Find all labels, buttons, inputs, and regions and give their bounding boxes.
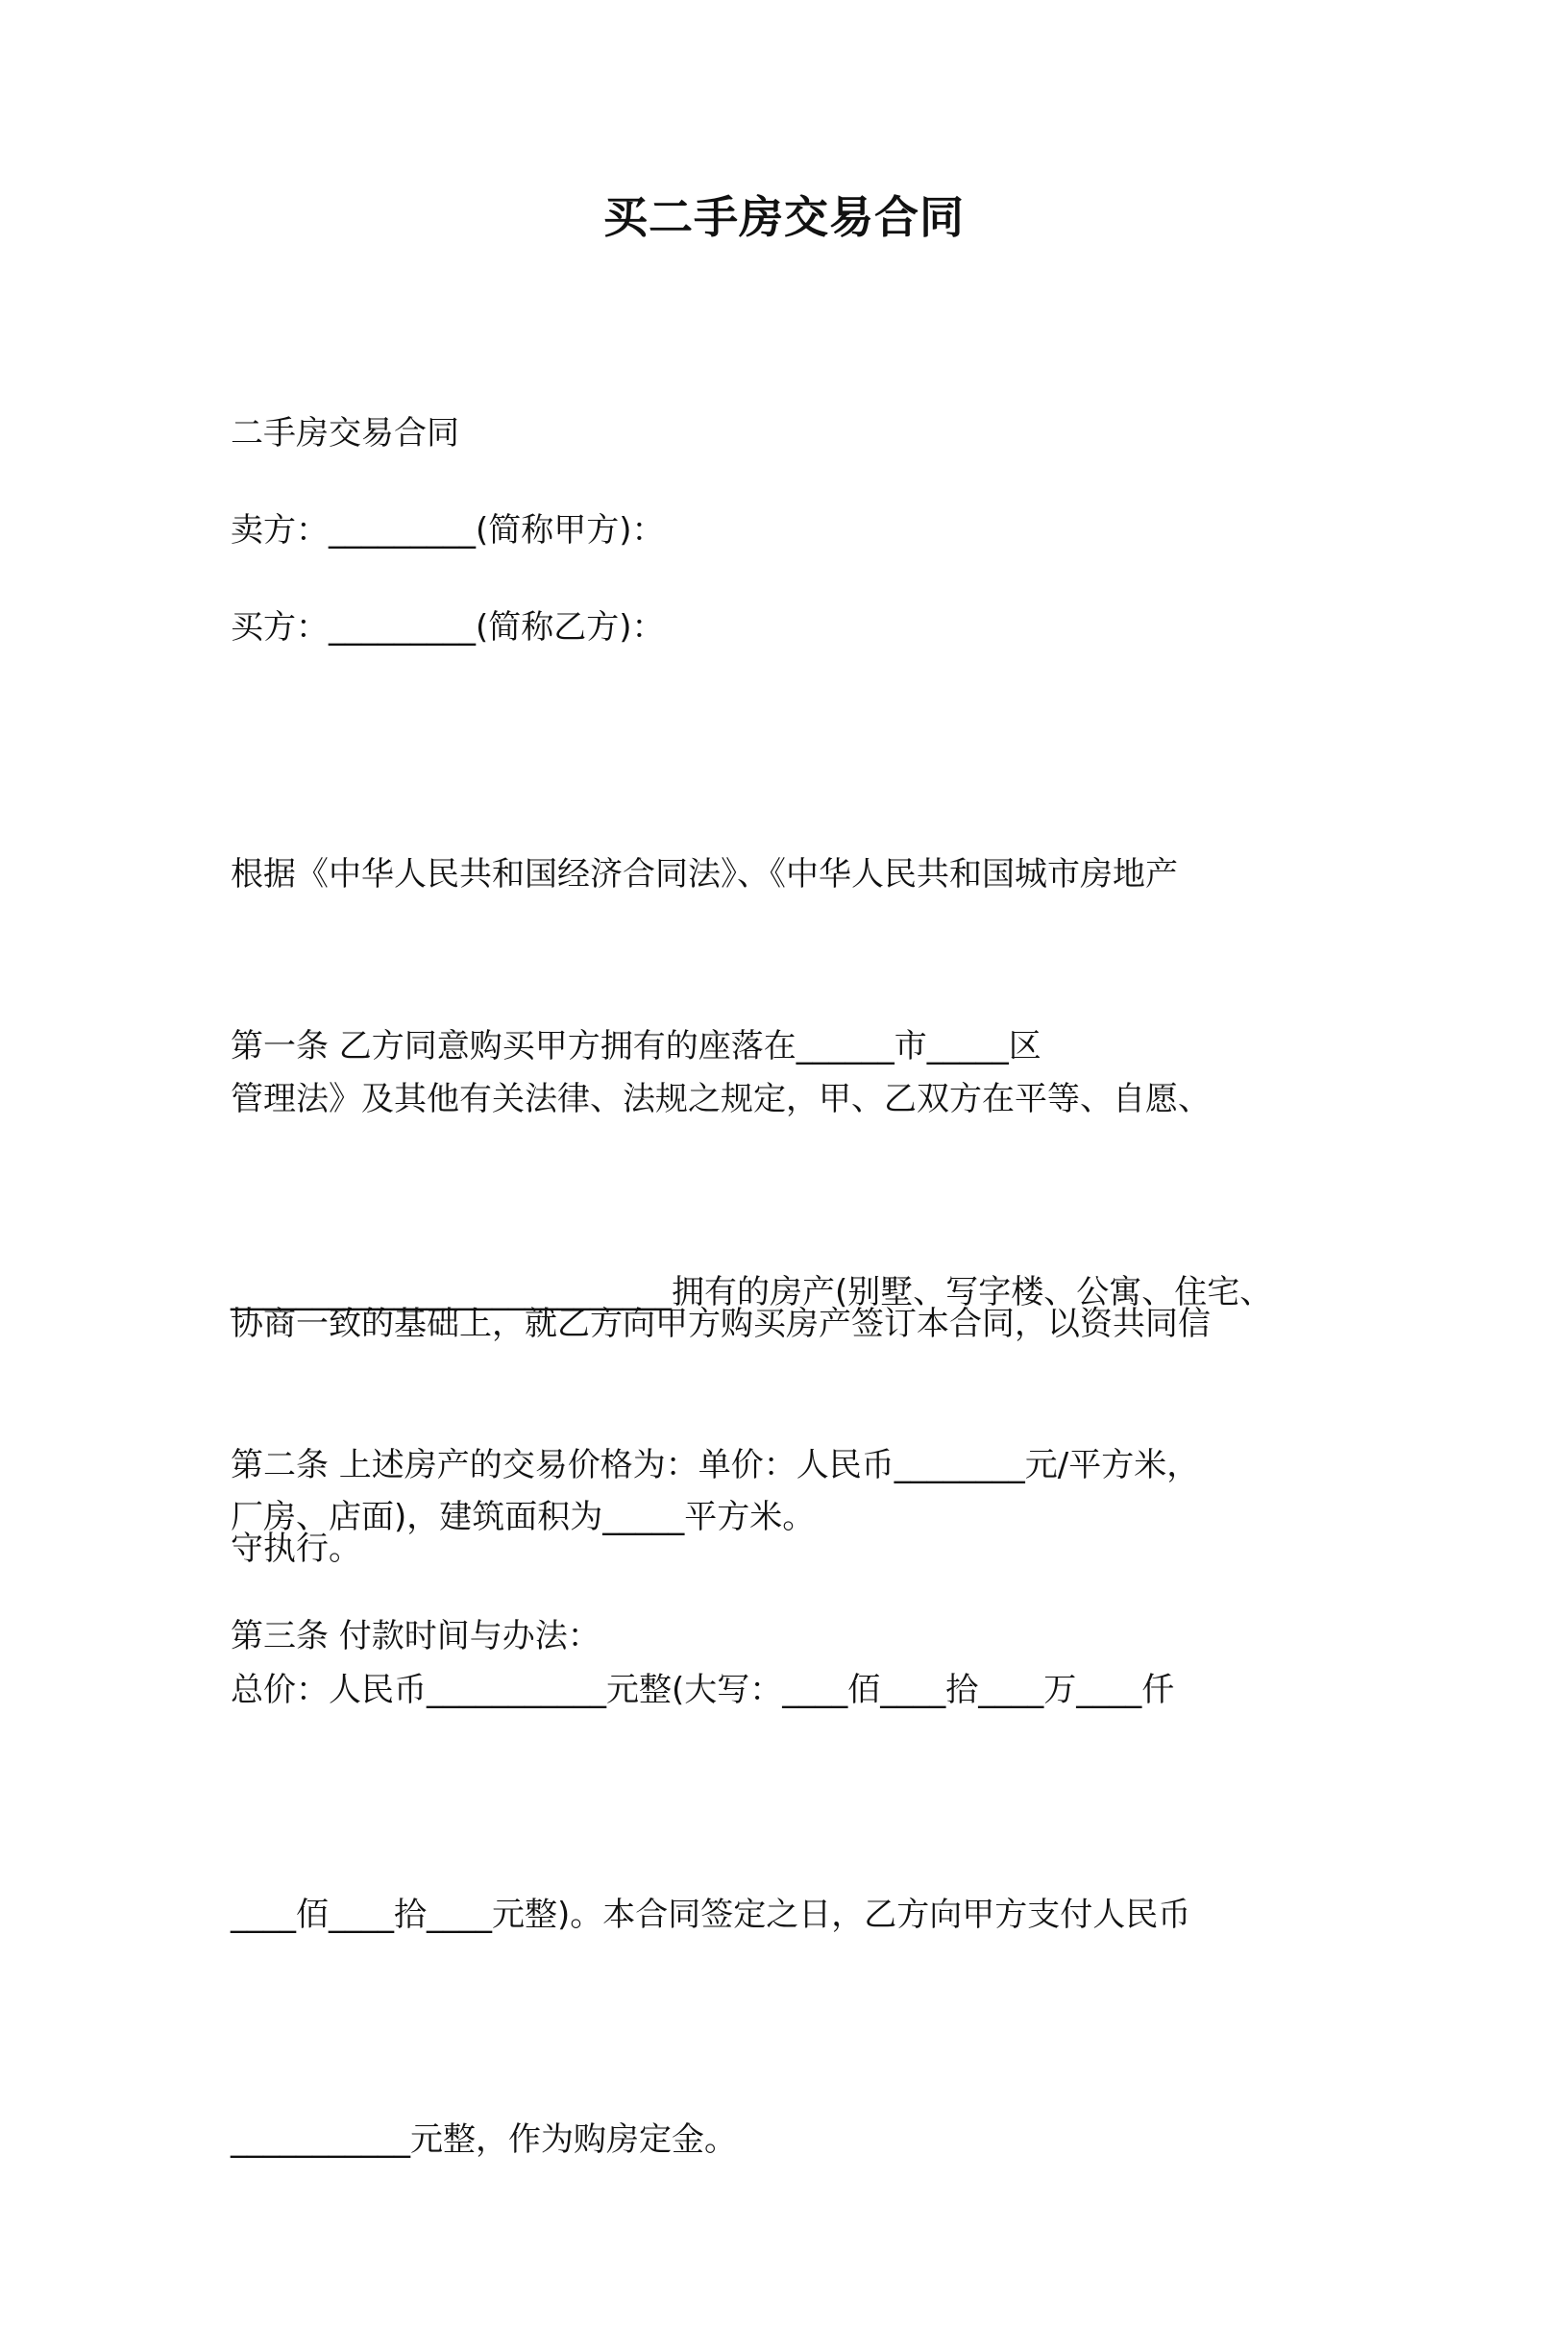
article-2-line: ____佰____拾____元整)。本合同签定之日，乙方向甲方支付人民币 [231,1896,1191,1934]
article-2-paragraph [231,1278,1403,2327]
article-1-line: ___________________________拥有的房产(别墅、写字楼、公寓、住宅、 [231,1273,1273,1311]
document-title: 买二手房交易合同 [603,191,965,243]
article-1-line: 厂房、店面)，建筑面积为_____平方米。 [231,1498,816,1536]
preamble-line: 根据《中华人民共和国经济合同法》、《中华人民共和国城市房地产 [231,855,1178,894]
preamble-line: 守执行。 [231,1530,361,1568]
preamble-line: 管理法》及其他有关法律、法规之规定，甲、乙双方在平等、自愿、 [231,1080,1211,1118]
buyer-line: 买方：_________(简称乙方)： [231,608,665,647]
article-2-line: 第二条 上述房产的交易价格为：单价：人民币________元/平方米， [231,1446,1200,1484]
document-subtitle: 二手房交易合同 [231,414,459,453]
article-1-heading-line: 第一条 乙方同意购买甲方拥有的座落在______市_____区 [231,1027,1041,1066]
article-2-line: ___________元整，作为购房定金。 [231,2120,737,2159]
seller-line: 卖方：_________(简称甲方)： [231,511,665,550]
article-2-line: 总价：人民币___________元整(大写：____佰____拾____万____仟 [231,1671,1175,1709]
preamble-line: 协商一致的基础上，就乙方向甲方购买房产签订本合同，以资共同信 [231,1305,1211,1343]
article-3-heading: 第三条 付款时间与办法： [231,1617,600,1655]
